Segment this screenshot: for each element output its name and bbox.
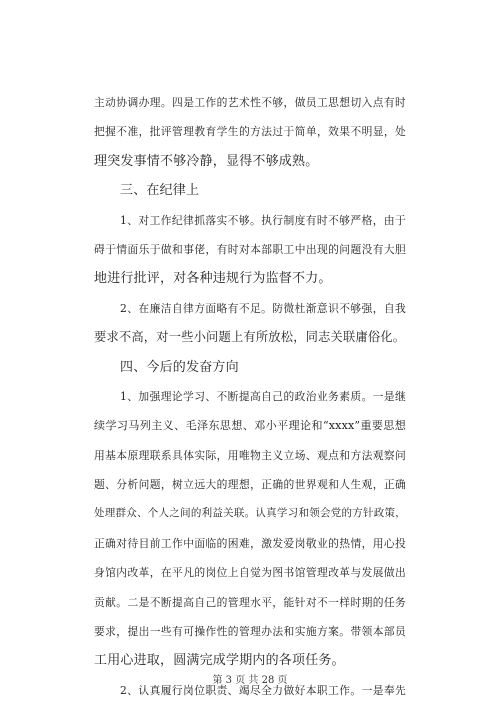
text-line: 正确对待目前工作中面临的困难，激发爱岗敬业的热情，用心投 (94, 536, 406, 550)
text-line: 理突发事情不够冷静，显得不够成熟。 (94, 153, 319, 169)
text-line: 题、分析问题，树立远大的理想，正确的世界观和人生观，正确 (94, 478, 406, 492)
text-line: 2、在廉洁自律方面略有不足。防微杜渐意识不够强，自我 (120, 301, 406, 315)
text-line: 贡献。二是不断提高自己的管理水平，能针对不一样时期的任务 (94, 595, 406, 609)
text-line: 身馆内改革，在平凡的岗位上自觉为图书馆管理改革与发展做出 (94, 566, 406, 580)
text-line: 地进行批评，对各种违规行为监督不力。 (94, 271, 332, 287)
section-heading-discipline: 三、在纪律上 (120, 183, 200, 199)
text-line: 续学习马列主义、毛泽东思想、邓小平理论和“xxxx”重要思想 (94, 419, 406, 433)
text-line: 要求，提出一些有可操作性的管理办法和实施方案。带领本部员 (94, 625, 406, 639)
text-line: 要求不高，对一些小问题上有所放松，同志关联庸俗化。 (94, 330, 406, 345)
section-heading-direction: 四、今后的发奋方向 (120, 359, 239, 375)
text-line: 主动协调办理。四是工作的艺术性不够，做员工思想切入点有时 (94, 96, 406, 109)
text-line: 用基本原理联系具体实际，用唯物主义立场、观点和方法观察问 (94, 448, 406, 462)
page-number-footer: 第 3 页 共 28 页 (212, 675, 288, 686)
text-line: 处理群众、个人之间的利益关联。认真学习和领会党的方针政策， (94, 507, 406, 520)
document-body (94, 88, 406, 705)
text-line: 2、认真履行岗位职责、竭尽全力做好本职工作。一是奉先 (120, 683, 406, 697)
text-line: 1、加强理论学习、不断提高自己的政治业务素质。一是继 (120, 389, 406, 403)
text-line: 把握不准，批评管理教育学生的方法过于简单，效果不明显，处 (94, 125, 406, 139)
text-line: 工用心进取，圆满完成学期内的各项任务。 (94, 653, 345, 669)
text-line: 碍于情面乐于做和事佬，有时对本部职工中出现的问题没有大胆 (94, 242, 406, 256)
text-line: 1、对工作纪律抓落实不够。执行制度有时不够严格，由于 (120, 213, 406, 227)
